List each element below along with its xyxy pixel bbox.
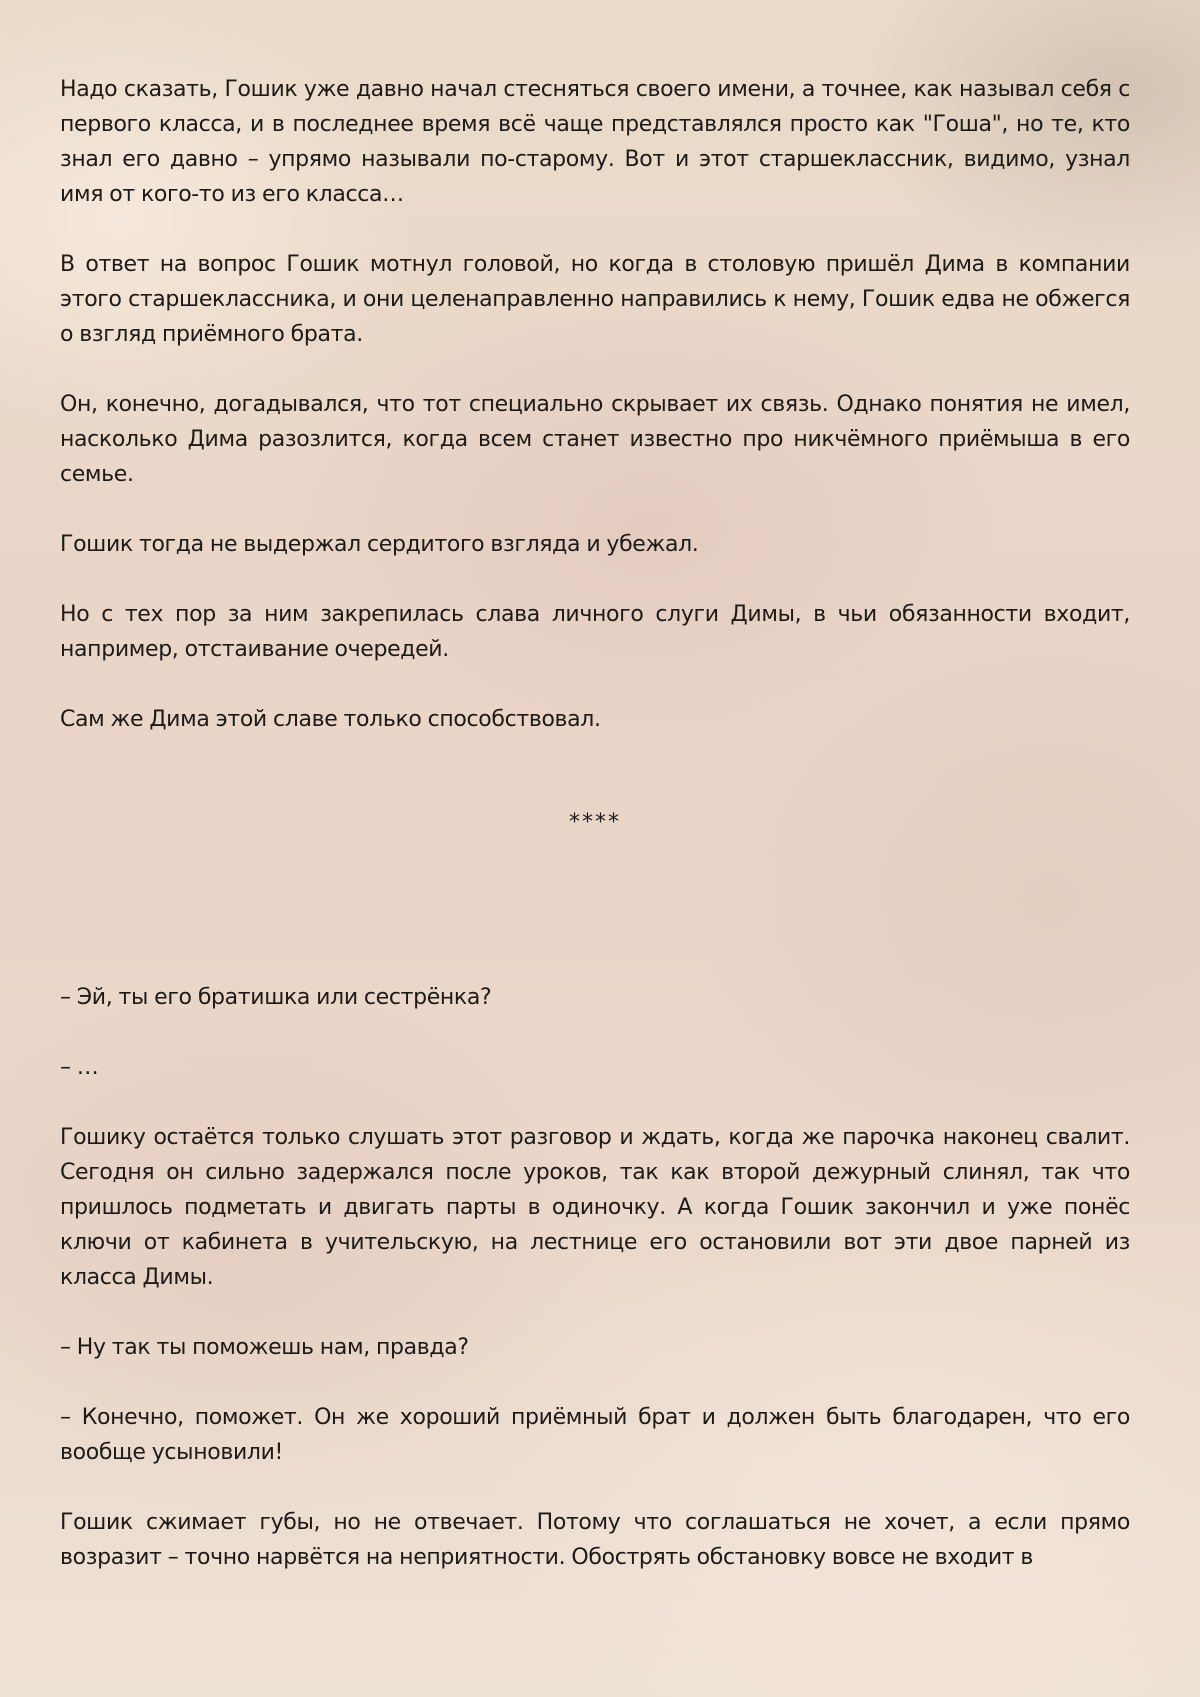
paragraph: Гошику остаётся только слушать этот разговор и ждать, когда же парочка наконец свалит. Сегодня он сильно задержался после уроков, так как второй дежурный слинял, так что пришлось подметать и двигать парты в одиночку. А когда Гошик закончил и уже понёс ключи от кабинета в учительскую, на лестнице его остановили вот эти двое парней из класса Димы. xyxy=(60,1125,1130,1290)
paragraph: В ответ на вопрос Гошик мотнул головой, но когда в столовую пришёл Дима в компании этого старшеклассника, и они целенаправленно направились к нему, Гошик едва не обжегся о взгляд приёмного брата. xyxy=(60,252,1130,347)
dialogue-line: – Ну так ты поможешь нам, правда? xyxy=(60,1335,469,1360)
paragraph: Но с тех пор за ним закрепилась слава личного слуги Димы, в чьи обязанности входит, например, отстаивание очередей. xyxy=(60,602,1130,662)
paragraph: Гошик тогда не выдержал сердитого взгляда и убежал. xyxy=(60,532,699,557)
paragraph: Он, конечно, догадывался, что тот специально скрывает их связь. Однако понятия не имел, насколько Дима разозлится, когда всем станет известно про никчёмного приёмыша в его семье. xyxy=(60,392,1130,487)
dialogue-line: – Конечно, поможет. Он же хороший приёмный брат и должен быть благодарен, что его вообще усыновили! xyxy=(60,1405,1130,1465)
dialogue-line: – … xyxy=(60,1055,99,1080)
dialogue-line: – Эй, ты его братишка или сестрёнка? xyxy=(60,985,492,1010)
paragraph: Сам же Дима этой славе только способствовал. xyxy=(60,707,601,732)
scene-separator: **** xyxy=(569,810,621,835)
document-page xyxy=(60,72,1130,1575)
paragraph: Гошик сжимает губы, но не отвечает. Потому что соглашаться не хочет, а если прямо возразит – точно нарвётся на неприятности. Обострять обстановку вовсе не входит в xyxy=(60,1510,1130,1570)
paragraph: Надо сказать, Гошик уже давно начал стесняться своего имени, а точнее, как называл себя с первого класса, и в последнее время всё чаще представлялся просто как "Гоша", но те, кто знал его давно – упрямо называли по-старому. Вот и этот старшеклассник, видимо, узнал имя от кого-то из его класса… xyxy=(60,77,1130,207)
